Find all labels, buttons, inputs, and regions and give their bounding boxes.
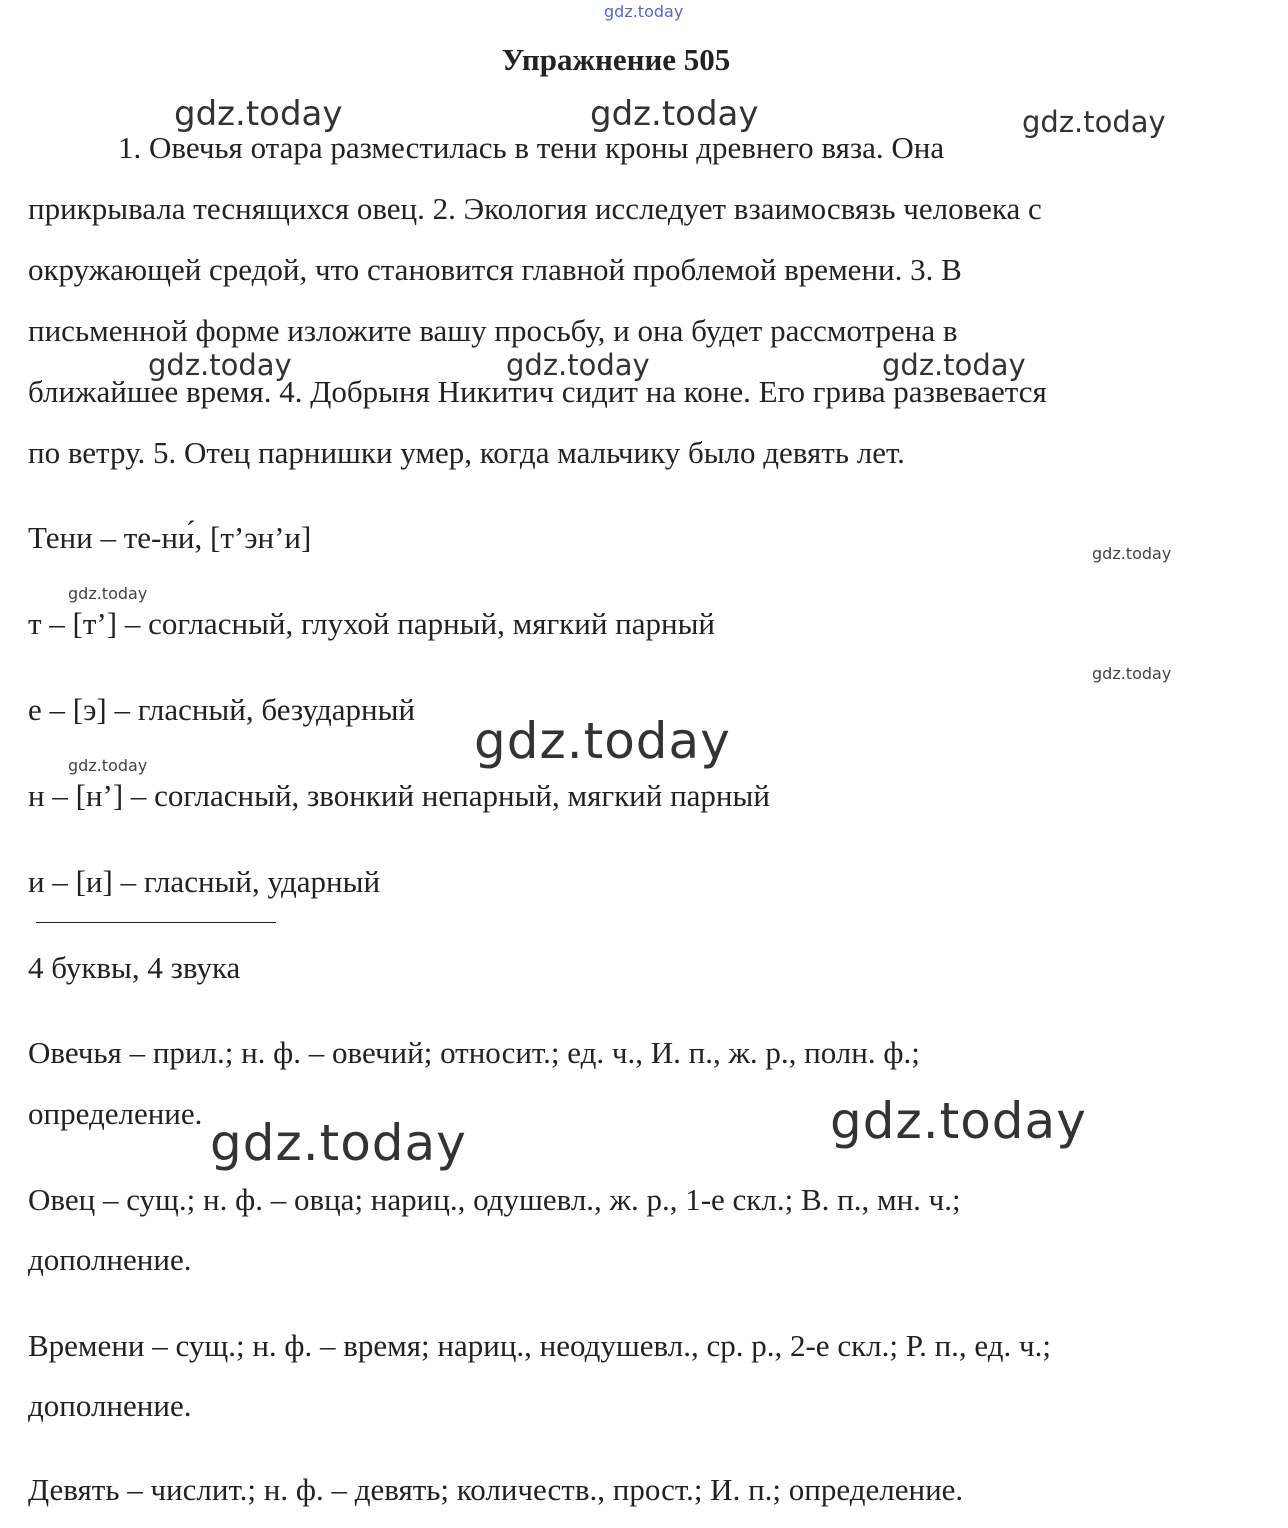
- phonetic-letter: н – [н’] – согласный, звонкий непарный, мягкий парный: [28, 778, 770, 813]
- watermark: gdz.today: [1092, 664, 1172, 683]
- watermark-top-small: gdz.today: [604, 2, 684, 21]
- phonetic-letter: и – [и] – гласный, ударный: [28, 864, 381, 899]
- phonetic-word: Тени – те-ни́, [т’эн’и]: [28, 520, 312, 555]
- watermark: gdz.today: [882, 348, 1026, 382]
- phonetic-letter: т – [т’] – согласный, глухой парный, мягкий парный: [28, 606, 716, 641]
- watermark: gdz.today: [1022, 105, 1166, 139]
- morphology-line: дополнение.: [28, 1388, 192, 1423]
- phonetic-letter: е – [э] – гласный, безударный: [28, 692, 416, 727]
- watermark: gdz.today: [474, 712, 731, 770]
- morphology-line: Овечья – прил.; н. ф. – овечий; относит.; ед. ч., И. п., ж. р., полн. ф.;: [28, 1035, 920, 1070]
- watermark: gdz.today: [210, 1114, 467, 1172]
- watermark: gdz.today: [830, 1092, 1087, 1150]
- morphology-line: Времени – сущ.; н. ф. – время; нариц., неодушевл., ср. р., 2-е скл.; Р. п., ед. ч.;: [28, 1328, 1051, 1363]
- morphology-line: Овец – сущ.; н. ф. – овца; нариц., одушевл., ж. р., 1-е скл.; В. п., мн. ч.;: [28, 1182, 961, 1217]
- watermark: gdz.today: [590, 94, 759, 134]
- text-line: по ветру. 5. Отец парнишки умер, когда мальчику было девять лет.: [28, 435, 905, 470]
- phonetic-summary: 4 буквы, 4 звука: [28, 950, 241, 985]
- morphology-line: дополнение.: [28, 1242, 192, 1277]
- summary-divider: [36, 922, 276, 923]
- morphology-line: Девять – числит.; н. ф. – девять; количеств., прост.; И. п.; определение.: [28, 1472, 964, 1507]
- text-line: 1. Овечья отара разместилась в тени кроны древнего вяза. Она: [118, 130, 945, 165]
- text-line: прикрывала теснящихся овец. 2. Экология исследует взаимосвязь человека с: [28, 191, 1042, 226]
- watermark: gdz.today: [506, 348, 650, 382]
- text-line: письменной форме изложите вашу просьбу, и она будет рассмотрена в: [28, 313, 958, 348]
- text-line: ближайшее время. 4. Добрыня Никитич сидит на коне. Его грива развевается: [28, 374, 1047, 409]
- exercise-title: Упражнение 505: [501, 42, 731, 77]
- morphology-line: определение.: [28, 1096, 203, 1131]
- watermark: gdz.today: [148, 348, 292, 382]
- watermark: gdz.today: [1092, 544, 1172, 563]
- watermark: gdz.today: [174, 94, 343, 134]
- watermark: gdz.today: [68, 756, 148, 775]
- text-line: окружающей средой, что становится главной проблемой времени. 3. В: [28, 252, 962, 287]
- watermark: gdz.today: [68, 584, 148, 603]
